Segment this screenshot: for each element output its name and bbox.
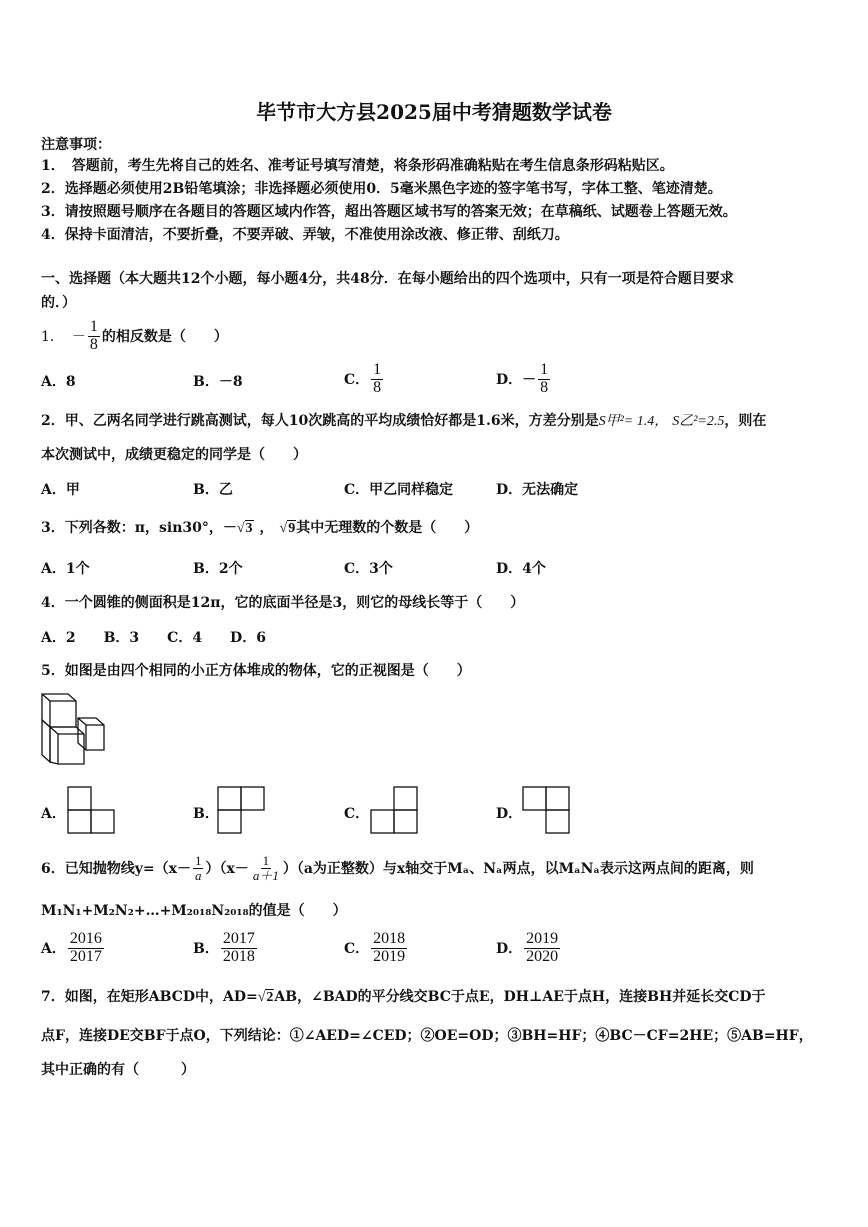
question-7-line1 — [41, 986, 766, 1006]
q6-option-d-num: 2019 — [526, 929, 559, 947]
q7-line2: 点F，连接DE交BF于点O，下列结论：①∠AED=∠CED；②OE=OD；③BH=HF；④BC－CF=2HE；⑤AB=HF， — [41, 1028, 813, 1044]
question-6-line1 — [41, 846, 754, 890]
q3-sqrt-9: √9 — [279, 521, 296, 536]
q7-post: AB，∠BAD的平分线交BC于点E，DH⊥AE于点H，连接BH并延长交CD于 — [274, 989, 766, 1005]
q2-option-d: D．无法确定 — [496, 482, 579, 498]
q2-option-c: C．甲乙同样稳定 — [344, 482, 454, 498]
q6-option-a-num: 2016 — [69, 929, 102, 947]
q4-options: A．2 B．3 C．4 D．6 — [41, 630, 266, 646]
question-4: 4．一个圆锥的侧面积是12π，它的底面半径是3，则它的母线长等于（ ） — [41, 595, 525, 611]
q6-pre: 6．已知抛物线y=（x－ — [41, 861, 191, 877]
q6-option-b-fraction — [221, 931, 257, 966]
q1-option-a: A．8 — [41, 374, 76, 390]
notice-item-2: 2．选择题必须使用2B铅笔填涂；非选择题必须使用0．5毫米黑色字迹的签字笔书写，字体工整、笔迹清楚。 — [41, 181, 722, 197]
q5-option-a-label: A． — [41, 806, 66, 822]
q5-option-c-figure — [370, 786, 420, 834]
q6-option-b-label: B． — [193, 941, 219, 957]
q6-mid: ）（x－ — [205, 861, 249, 877]
q6-f1-den: a — [194, 867, 202, 883]
notice-item-4: 4．保持卡面清洁，不要折叠，不要弄破、弄皱，不准使用涂改液、修正带、刮纸刀。 — [41, 227, 569, 243]
q1-option-b: B．－8 — [193, 374, 243, 390]
question-3 — [41, 517, 478, 537]
q1-fraction-den: 8 — [89, 335, 98, 353]
q3-radicand-3: 3 — [245, 521, 253, 536]
q1-option-c-num: 1 — [373, 360, 382, 378]
q6-option-a-label: A． — [41, 941, 66, 957]
q3-option-d: D．4个 — [496, 561, 546, 577]
q2-text: 2．甲、乙两名同学进行跳高测试，每人10次跳高的平均成绩恰好都是1.6米，方差分别是 — [41, 413, 599, 429]
q1-option-c-fraction — [371, 362, 383, 397]
q6-option-c-label: C． — [344, 941, 370, 957]
q1-option-d-num: 1 — [540, 360, 549, 378]
notice-item-3: 3．请按照题号顺序在各题目的答题区域内作答，超出答题区域书写的答案无效；在草稿纸、试题卷上答题无效。 — [41, 204, 737, 220]
q6-option-b — [193, 927, 259, 969]
q2-option-a: A．甲 — [41, 482, 80, 498]
q2-variance-jia: S甲²= 1.4， — [598, 414, 669, 429]
q6-f2-den: a＋1 — [252, 867, 279, 883]
q2-tail: ，则在 — [724, 413, 767, 429]
q7-pre: 7．如图，在矩形ABCD中，AD= — [41, 989, 258, 1005]
q1-option-d-fraction — [538, 362, 550, 397]
q1-option-d-den: 8 — [540, 378, 549, 396]
q7-line3: 其中正确的有（ ） — [41, 1062, 195, 1078]
q2-variance-yi: S乙²=2.5 — [672, 414, 725, 429]
q3-sqrt-3: √3 — [236, 521, 253, 536]
q3-option-a: A．1个 — [41, 561, 90, 577]
question-2-line1 — [41, 410, 766, 430]
q2-option-b: B．乙 — [193, 482, 233, 498]
q3-post: 其中无理数的个数是（ ） — [296, 520, 479, 536]
q6-line2: M₁N₁+M₂N₂+…+M₂₀₁₈N₂₀₁₈的值是（ ） — [41, 903, 347, 919]
q6-option-a-den: 2017 — [69, 947, 102, 965]
q6-post: ）（a为正整数）与x轴交于Mₐ、Nₐ两点，以MₐNₐ表示这两点间的距离，则 — [282, 861, 754, 877]
q1-minus: － — [71, 329, 86, 345]
q3-option-c: C．3个 — [344, 561, 393, 577]
q5-cube-figure — [40, 692, 108, 766]
q3-radicand-9: 9 — [288, 521, 296, 536]
q3-comma: ， — [259, 520, 274, 536]
q5-option-d-label: D． — [496, 806, 523, 822]
q6-option-c-fraction — [371, 931, 407, 966]
section-heading-line1: 一、选择题（本大题共12个小题，每小题4分，共48分．在每小题给出的四个选项中，只有一项是符合题目要求 — [41, 271, 734, 287]
q1-option-d — [496, 358, 552, 400]
q1-option-c — [344, 358, 385, 400]
q6-option-b-num: 2017 — [222, 929, 255, 947]
q6-option-d-fraction — [524, 931, 560, 966]
q1-option-d-label: D．－ — [496, 372, 537, 388]
q1-text: 的相反数是（ ） — [101, 329, 228, 345]
q1-fraction-num: 1 — [89, 317, 98, 335]
q6-option-c — [344, 927, 409, 969]
q6-option-c-num: 2018 — [373, 929, 406, 947]
q5-option-a-figure — [67, 786, 117, 834]
notice-heading: 注意事项： — [41, 137, 111, 153]
q7-radicand: 2 — [266, 990, 274, 1005]
section-heading-line2: 的．） — [41, 295, 76, 311]
q6-option-d-label: D． — [496, 941, 523, 957]
q1-number: 1． — [41, 329, 64, 345]
question-5: 5．如图是由四个相同的小正方体堆成的物体，它的正视图是（ ） — [41, 663, 471, 679]
q1-option-c-den: 8 — [373, 378, 382, 396]
question-1 — [41, 316, 228, 356]
q6-option-c-den: 2019 — [373, 947, 406, 965]
q6-option-a-fraction — [68, 931, 104, 966]
q1-option-c-label: C． — [344, 372, 370, 388]
q6-option-d — [496, 927, 562, 969]
q2-line2: 本次测试中，成绩更稳定的同学是（ ） — [41, 447, 307, 463]
q3-pre: 3．下列各数：π，sin30°，－ — [41, 520, 237, 536]
q6-f2-num: 1 — [262, 852, 270, 868]
q5-option-b-label: B． — [193, 806, 219, 822]
q6-frac-1-over-a — [193, 854, 204, 882]
q5-option-c-label: C． — [344, 806, 370, 822]
q1-fraction — [88, 319, 100, 354]
q5-option-b-figure — [217, 786, 267, 834]
notice-item-1: 1． 答题前，考生先将自己的姓名、准考证号填写清楚，将条形码准确粘贴在考生信息条形码粘贴区。 — [41, 158, 674, 174]
q5-option-d-figure — [522, 786, 572, 834]
q6-option-b-den: 2018 — [222, 947, 255, 965]
q6-frac-1-over-a-plus-1 — [251, 854, 281, 882]
exam-title: 毕节市大方县2025届中考猜题数学试卷 — [256, 100, 612, 124]
q6-f1-num: 1 — [194, 852, 202, 868]
q6-option-a — [41, 927, 106, 969]
q6-option-d-den: 2020 — [526, 947, 559, 965]
q7-sqrt-2: √2 — [257, 990, 274, 1005]
q3-option-b: B．2个 — [193, 561, 243, 577]
